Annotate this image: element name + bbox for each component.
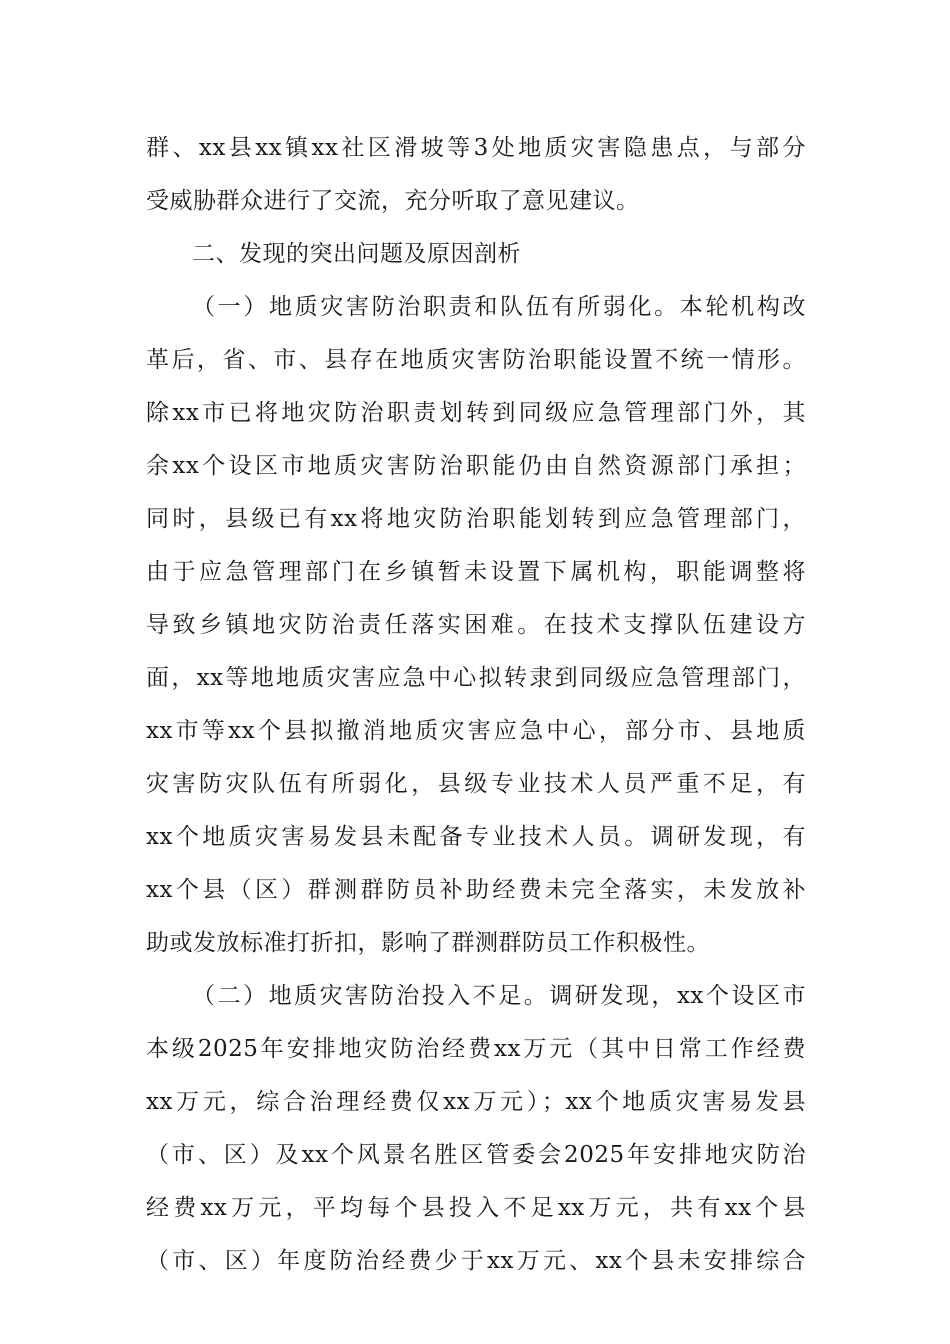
section-heading: 二、发现的突出问题及原因剖析 <box>192 241 521 267</box>
text-line: xx个县（区）群测群防员补助经费未完全落实，未发放补 <box>146 877 806 903</box>
text-line: 由于应急管理部门在乡镇暂未设置下属机构，职能调整将 <box>146 559 806 585</box>
text-line: 灾害防灾队伍有所弱化，县级专业技术人员严重不足，有 <box>146 771 806 797</box>
text-line: 群、xx县xx镇xx社区滑坡等3处地质灾害隐患点，与部分 <box>146 135 806 161</box>
text-line: xx万元，综合治理经费仅xx万元）；xx个地质灾害易发县 <box>146 1089 806 1115</box>
text-line: （市、区）及xx个风景名胜区管委会2025年安排地灾防治 <box>146 1142 806 1168</box>
text-line: （市、区）年度防治经费少于xx万元、xx个县未安排综合 <box>146 1248 806 1274</box>
subsection-heading: （一）地质灾害防治职责和队伍有所弱化。本轮机构改 <box>192 294 806 320</box>
text-line: 助或发放标准打折扣，影响了群测群防员工作积极性。 <box>146 930 710 956</box>
text-line: xx市等xx个县拟撤消地质灾害应急中心，部分市、县地质 <box>146 718 806 744</box>
text-line: xx个地质灾害易发县未配备专业技术人员。调研发现，有 <box>146 824 806 850</box>
text-line: 同时，县级已有xx将地灾防治职能划转到应急管理部门， <box>146 506 806 532</box>
text-line: 除xx市已将地灾防治职责划转到同级应急管理部门外，其 <box>146 400 806 426</box>
text-line: 受威胁群众进行了交流，充分听取了意见建议。 <box>146 188 640 214</box>
text-line: 革后，省、市、县存在地质灾害防治职能设置不统一情形。 <box>146 347 806 373</box>
subsection-heading: （二）地质灾害防治投入不足。调研发现，xx个设区市 <box>192 983 806 1009</box>
text-line: 面，xx等地地质灾害应急中心拟转隶到同级应急管理部门， <box>146 665 806 691</box>
text-line: 导致乡镇地灾防治责任落实困难。在技术支撑队伍建设方 <box>146 612 806 638</box>
text-line: 余xx个设区市地质灾害防治职能仍由自然资源部门承担； <box>146 453 806 479</box>
text-line: 本级2025年安排地灾防治经费xx万元（其中日常工作经费 <box>146 1036 806 1062</box>
text-line: 经费xx万元，平均每个县投入不足xx万元，共有xx个县 <box>146 1195 806 1221</box>
